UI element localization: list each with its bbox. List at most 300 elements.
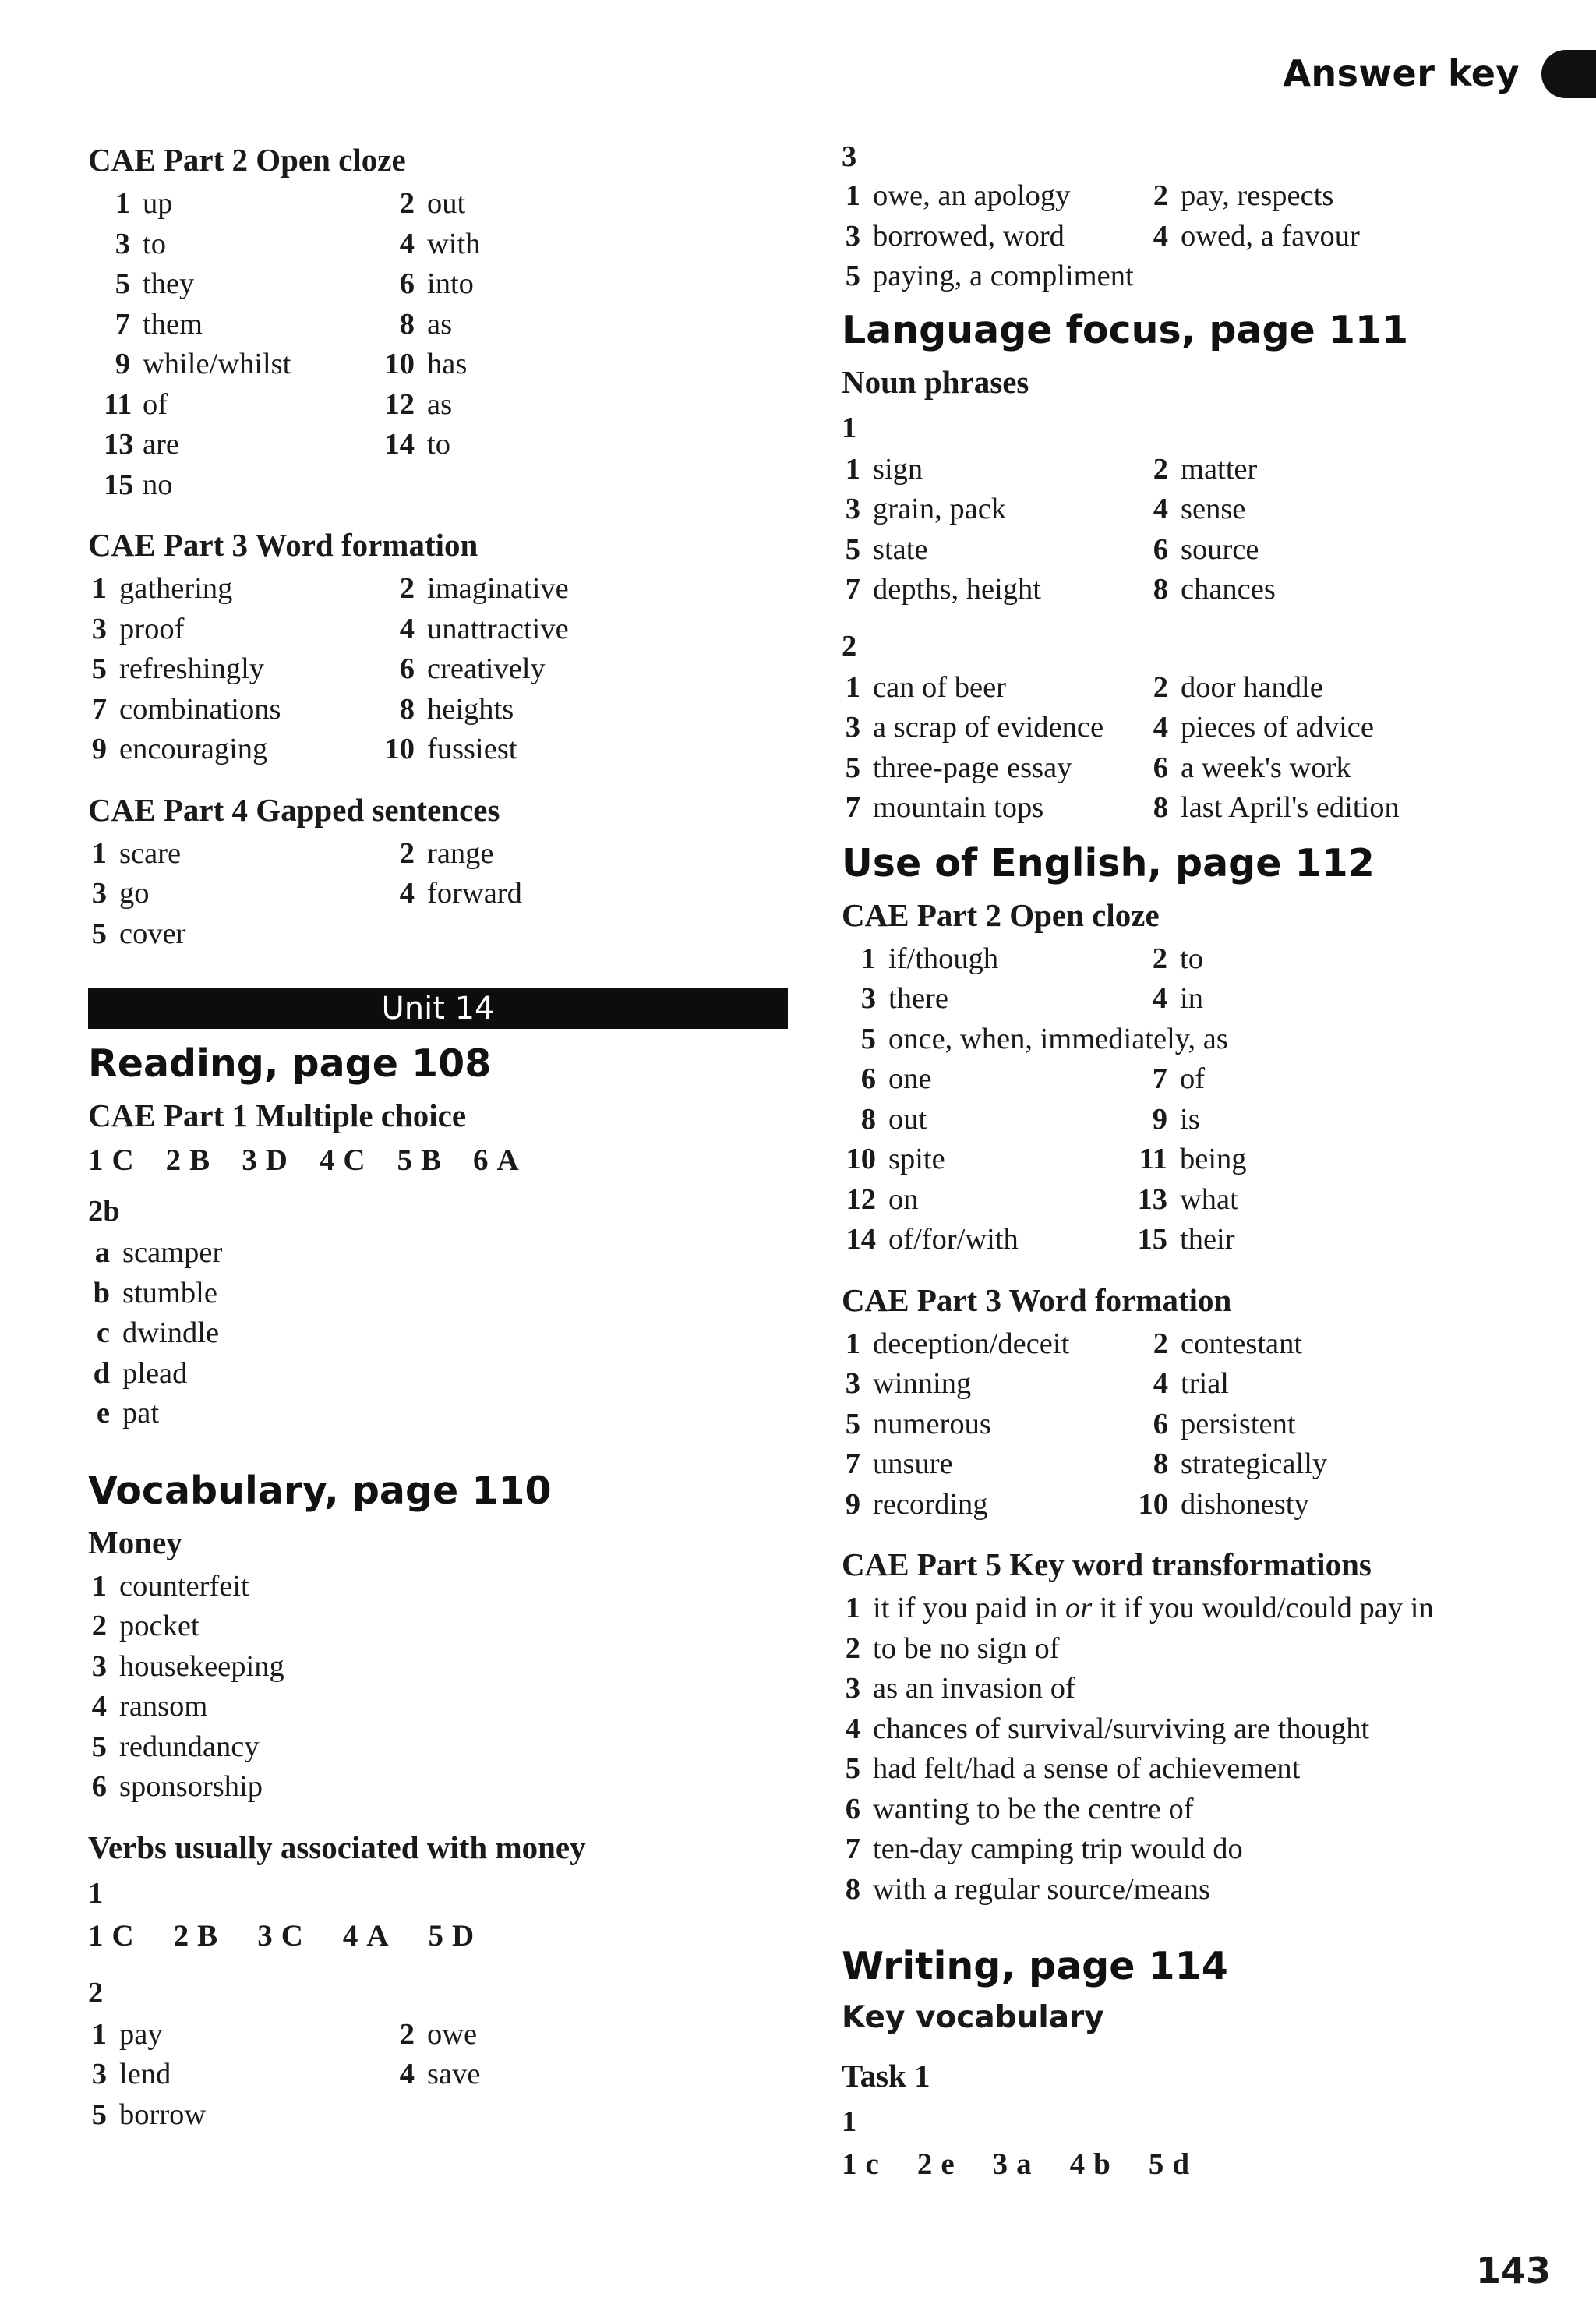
- inline-answer-value: B: [421, 1143, 443, 1178]
- answer-row: [88, 2055, 789, 2095]
- item-text: depths, height: [873, 573, 1041, 606]
- answer-row: [842, 530, 1566, 571]
- answer-cell: [842, 1180, 1133, 1221]
- answer-row: [88, 425, 789, 465]
- item-text: of: [1180, 1062, 1206, 1095]
- left-column: [88, 137, 789, 2135]
- item-number: 8: [1153, 791, 1168, 824]
- list-item: [842, 1629, 1566, 1670]
- item-text: if/though: [888, 942, 999, 975]
- item-number: e: [96, 1397, 110, 1430]
- inline-answer-number: 5: [1148, 2147, 1165, 2182]
- answer-cell: [1149, 217, 1360, 257]
- item-text: fussiest: [427, 733, 517, 765]
- answer-cell: [842, 1324, 1134, 1365]
- item-text: to: [1180, 942, 1203, 975]
- answer-row: [88, 2015, 789, 2055]
- answer-cell: [1134, 1405, 1296, 1445]
- item-number: 10: [1138, 1487, 1168, 1521]
- answer-cell: [104, 224, 380, 265]
- answer-row: [842, 217, 1566, 257]
- answer-cell: [380, 305, 452, 345]
- answer-row: [88, 2095, 789, 2136]
- answer-list: [842, 1629, 1566, 1910]
- item-text: what: [1180, 1182, 1238, 1216]
- item-number: 5: [845, 532, 860, 566]
- answer-cell: [1134, 1485, 1309, 1525]
- answer-cell: [88, 874, 380, 914]
- item-number: 1: [91, 836, 107, 870]
- item-number: 3: [845, 1672, 860, 1705]
- item-text: one: [888, 1062, 932, 1095]
- list-item: [842, 1829, 1566, 1870]
- item-text: out: [888, 1102, 927, 1136]
- item-number: 4: [1152, 982, 1167, 1015]
- page-header: [1283, 47, 1596, 101]
- item-text: pieces of advice: [1181, 711, 1374, 744]
- item-text: pocket: [119, 1610, 200, 1642]
- answer-cell: [380, 224, 480, 265]
- item-text: sponsorship: [119, 1770, 263, 1803]
- inline-answer-number: 3: [992, 2147, 1009, 2182]
- inline-answer: [88, 1916, 135, 1956]
- list-item: [842, 1709, 1566, 1750]
- item-number: 2: [399, 187, 415, 220]
- item-text: up: [143, 187, 173, 220]
- answer-cell: [380, 385, 452, 426]
- inline-answer-value: A: [366, 1918, 390, 1953]
- answer-cell: [380, 690, 514, 730]
- answer-cell: [104, 385, 380, 426]
- answer-row: [842, 1405, 1566, 1445]
- item-number: 5: [91, 652, 107, 685]
- answer-cell: [842, 1059, 1133, 1100]
- item-number: 7: [845, 1447, 860, 1480]
- item-number: 8: [1153, 1447, 1168, 1480]
- item-number: 6: [91, 1770, 107, 1803]
- inline-answer: [88, 1140, 135, 1181]
- item-text: creatively: [427, 652, 546, 685]
- item-text: cover: [119, 917, 186, 950]
- answer-row: [88, 465, 789, 506]
- answer-cell: [88, 2095, 206, 2136]
- answer-row: [842, 450, 1566, 490]
- item-number: 8: [860, 1102, 876, 1136]
- section-heading: CAE Part 1 Multiple choice: [88, 1097, 467, 1133]
- letter-list: [88, 1233, 789, 1434]
- item-text: counterfeit: [119, 1569, 249, 1603]
- item-text: borrowed, word: [873, 219, 1065, 253]
- section-heading: CAE Part 3 Word formation: [88, 527, 478, 563]
- item-text: of/for/with: [888, 1223, 1019, 1256]
- item-text: as: [427, 387, 453, 421]
- inline-answer-value: A: [496, 1143, 520, 1178]
- answer-row: [88, 345, 789, 385]
- item-number: 15: [104, 468, 134, 501]
- item-number: 3: [845, 493, 860, 525]
- answer-grid: [88, 2015, 789, 2136]
- item-number: 5: [845, 751, 860, 784]
- answer-cell: [380, 425, 450, 465]
- item-text: with a regular source/means: [873, 1872, 1210, 1906]
- answer-list: [88, 1567, 789, 1808]
- item-number: 1: [845, 452, 860, 486]
- section-title: Reading, page 108: [88, 1041, 492, 1086]
- list-item: [88, 1606, 789, 1647]
- answer-cell: [842, 256, 1134, 297]
- item-text: no: [143, 468, 173, 501]
- answer-row: [842, 489, 1566, 530]
- answer-cell: [842, 489, 1149, 530]
- item-text: plead: [122, 1356, 188, 1390]
- inline-answer-number: 1: [88, 1143, 104, 1178]
- item-number: 2: [399, 572, 415, 605]
- inline-answer: [1070, 2144, 1111, 2185]
- item-text: dishonesty: [1181, 1487, 1309, 1521]
- item-number: 4: [845, 1712, 860, 1745]
- answer-row: [842, 939, 1566, 980]
- item-number: 4: [399, 227, 415, 260]
- item-text: as: [427, 307, 453, 341]
- answer-row: [88, 264, 789, 305]
- item-number: 3: [91, 2058, 107, 2091]
- answer-cell: [380, 264, 474, 305]
- unit-bar: Unit 14: [88, 988, 788, 1029]
- item-number: 2: [1152, 942, 1167, 975]
- item-number: c: [96, 1317, 110, 1349]
- inline-answer: [1149, 2144, 1190, 2185]
- item-text: chances: [1181, 573, 1276, 606]
- answer-cell: [104, 305, 380, 345]
- section-heading: Verbs usually associated with money: [88, 1829, 586, 1865]
- item-text: gathering: [119, 572, 233, 605]
- item-number: 1: [845, 179, 860, 212]
- answer-cell: [380, 730, 517, 770]
- item-text: owed, a favour: [1181, 219, 1360, 253]
- answer-cell: [1133, 1220, 1235, 1260]
- item-text: into: [427, 267, 474, 300]
- inline-answer-value: D: [452, 1918, 475, 1953]
- answer-cell: [1149, 708, 1374, 748]
- item-number: 9: [115, 348, 130, 380]
- answer-row: [842, 1140, 1566, 1180]
- inline-answer-value: c: [865, 2147, 880, 2182]
- inline-answer-number: 3: [257, 1918, 274, 1953]
- list-item: [842, 1749, 1566, 1790]
- item-text: sense: [1181, 493, 1246, 525]
- item-text: unattractive: [427, 612, 569, 645]
- answer-cell: [104, 184, 380, 224]
- inline-answer: [397, 1140, 443, 1181]
- item-text: borrow: [119, 2098, 207, 2131]
- inline-answer: [242, 1140, 288, 1181]
- item-text: encouraging: [119, 733, 268, 765]
- answer-row: [88, 305, 789, 345]
- answer-row: [842, 979, 1566, 1020]
- item-text: to be no sign of: [873, 1631, 1060, 1665]
- answer-cell: [1149, 450, 1257, 490]
- answer-row: [88, 690, 789, 730]
- answer-cell: [104, 465, 173, 506]
- answer-cell: [842, 1485, 1134, 1525]
- item-text: door handle: [1181, 670, 1323, 704]
- item-text: forward: [427, 877, 522, 910]
- inline-answer-value: b: [1093, 2147, 1111, 2182]
- item-number: 4: [399, 877, 415, 910]
- section-title: Writing, page 114: [842, 1944, 1228, 1988]
- item-number: 4: [91, 1690, 107, 1723]
- item-number: 5: [91, 1730, 107, 1763]
- inline-answer-value: C: [111, 1143, 135, 1178]
- exercise-label: 1: [842, 2105, 857, 2138]
- inline-answer-value: e: [941, 2147, 955, 2182]
- answer-cell: [842, 570, 1149, 610]
- inline-answer-number: 4: [1069, 2147, 1086, 2182]
- item-text: redundancy: [119, 1730, 260, 1763]
- item-text: there: [888, 982, 948, 1015]
- item-text: mountain tops: [873, 791, 1044, 824]
- item-number: 4: [1153, 219, 1168, 253]
- answer-cell: [842, 708, 1149, 748]
- answer-cell: [842, 1140, 1133, 1180]
- inline-answer: [842, 2144, 880, 2185]
- list-item: [88, 1313, 789, 1354]
- item-number: a: [94, 1236, 110, 1269]
- section-heading: Money: [88, 1524, 182, 1560]
- item-number: 1: [91, 572, 107, 605]
- item-text: a week's work: [1181, 751, 1351, 784]
- answer-cell: [1133, 979, 1203, 1020]
- item-number: 9: [91, 733, 107, 765]
- item-text: chances of survival/surviving are thought: [873, 1712, 1370, 1745]
- item-number: 4: [1153, 1367, 1168, 1400]
- item-number: 3: [845, 219, 860, 253]
- inline-answer: [257, 1916, 304, 1956]
- answer-cell: [396, 2055, 480, 2095]
- answer-cell: [842, 176, 1149, 217]
- answer-row: [842, 1364, 1566, 1405]
- section-heading: CAE Part 2 Open cloze: [842, 896, 1160, 933]
- answer-cell: [1149, 530, 1259, 571]
- section-heading: Noun phrases: [842, 363, 1029, 400]
- item-number: 6: [845, 1792, 860, 1825]
- answer-grid: [842, 668, 1566, 829]
- item-number: 1: [845, 1592, 860, 1624]
- item-number: 6: [1153, 532, 1168, 566]
- answer-row: [88, 874, 789, 914]
- item-text: range: [427, 836, 494, 870]
- answer-row: [842, 1020, 1566, 1060]
- answer-row: [842, 708, 1566, 748]
- item-number: 7: [845, 573, 860, 606]
- item-text: imaginative: [427, 572, 569, 605]
- answer-row: [842, 1180, 1566, 1221]
- answer-cell: [842, 530, 1149, 571]
- item-text: grain, pack: [873, 493, 1007, 525]
- answer-row: [88, 914, 789, 955]
- section-title: Use of English, page 112: [842, 840, 1375, 885]
- item-number: 10: [846, 1143, 876, 1175]
- section-heading: CAE Part 5 Key word transformations: [842, 1546, 1372, 1582]
- item-text: owe, an apology: [873, 179, 1071, 212]
- item-number: 3: [115, 227, 130, 260]
- item-number: 3: [845, 1367, 860, 1400]
- answer-cell: [380, 610, 569, 650]
- item-text: scamper: [122, 1236, 223, 1269]
- inline-answer-number: 5: [428, 1918, 445, 1953]
- answer-cell: [1133, 939, 1203, 980]
- section-heading: CAE Part 3 Word formation: [842, 1281, 1232, 1318]
- answer-cell: [88, 2015, 396, 2055]
- item-number: 5: [845, 260, 860, 292]
- item-text: go: [119, 877, 150, 910]
- item-number: 2: [399, 836, 415, 870]
- answer-cell: [1134, 1324, 1302, 1365]
- inline-answer: [917, 2144, 955, 2185]
- answer-cell: [1149, 788, 1400, 829]
- answer-cell: [380, 874, 522, 914]
- answer-cell: [88, 569, 380, 610]
- answer-cell: [88, 610, 380, 650]
- item-text: strategically: [1181, 1447, 1328, 1480]
- section-heading: Key vocabulary: [842, 2000, 1104, 2035]
- item-text: deception/deceit: [873, 1327, 1070, 1360]
- item-text: combinations: [119, 692, 281, 726]
- item-number: 8: [845, 1872, 860, 1906]
- exercise-label: 2: [842, 629, 857, 663]
- list-item: [842, 1790, 1566, 1830]
- item-text: winning: [873, 1367, 972, 1400]
- item-number: 6: [1153, 1407, 1168, 1440]
- answer-cell: [842, 217, 1149, 257]
- item-text: state: [873, 532, 928, 566]
- exercise-label: 2b: [88, 1195, 120, 1228]
- answer-cell: [88, 649, 380, 690]
- answer-cell: [88, 730, 380, 770]
- list-item: [88, 1274, 789, 1314]
- item-number: 1: [91, 1569, 107, 1603]
- item-number: 8: [399, 307, 415, 341]
- answer-row: [842, 748, 1566, 789]
- item-text: being: [1180, 1143, 1247, 1175]
- item-number: 10: [384, 348, 415, 380]
- answer-cell: [1133, 1180, 1238, 1221]
- answer-cell: [842, 748, 1149, 789]
- list-item: [88, 1687, 789, 1727]
- item-number: 1: [860, 942, 876, 975]
- item-number: 5: [860, 1022, 876, 1055]
- item-number: 7: [115, 307, 130, 341]
- list-item: [842, 1669, 1566, 1709]
- item-text: scare: [119, 836, 182, 870]
- inline-answer-number: 2: [165, 1143, 182, 1178]
- item-number: 2: [1153, 670, 1168, 704]
- item-text: contestant: [1181, 1327, 1303, 1360]
- item-number: 6: [1153, 751, 1168, 784]
- item-text: heights: [427, 692, 514, 726]
- inline-answer-value: d: [1172, 2147, 1191, 2182]
- answer-cell: [380, 649, 546, 690]
- item-text: refreshingly: [119, 652, 265, 685]
- header-title: Answer key: [1283, 52, 1520, 95]
- item-text: ten-day camping trip would do: [873, 1833, 1243, 1865]
- item-number: d: [93, 1356, 110, 1390]
- item-text: has: [427, 348, 468, 380]
- inline-answer-value: C: [343, 1143, 366, 1178]
- inline-answer: [166, 1140, 211, 1181]
- list-item: [88, 1233, 789, 1274]
- answer-row: [88, 649, 789, 690]
- inline-answer-value: a: [1016, 2147, 1033, 2182]
- inline-answer-value: D: [265, 1143, 288, 1178]
- item-number: 13: [104, 428, 134, 461]
- item-text: them: [143, 307, 203, 341]
- item-number: 7: [845, 1833, 860, 1865]
- item-text: lend: [119, 2058, 171, 2091]
- item-text: in: [1180, 982, 1203, 1015]
- answer-cell: [1149, 748, 1351, 789]
- item-number: 7: [1152, 1062, 1167, 1095]
- inline-answer-number: 1: [842, 2147, 858, 2182]
- item-number: 2: [91, 1610, 107, 1642]
- section-title: Vocabulary, page 110: [88, 1468, 552, 1513]
- answer-row: [842, 1324, 1566, 1365]
- inline-answer: [174, 1916, 219, 1956]
- answer-row: [88, 224, 789, 265]
- answer-cell: [380, 345, 467, 385]
- section-heading: CAE Part 2 Open cloze: [88, 142, 406, 178]
- item-number: 15: [1137, 1223, 1167, 1256]
- answer-cell: [88, 914, 186, 955]
- item-number: 11: [1139, 1143, 1167, 1175]
- item-text: owe: [427, 2017, 478, 2051]
- item-number: 3: [91, 1649, 107, 1683]
- answer-cell: [104, 264, 380, 305]
- inline-answer-number: 5: [397, 1143, 414, 1178]
- item-number: 5: [91, 917, 107, 950]
- answer-grid: [88, 569, 789, 770]
- answer-cell: [1149, 668, 1323, 709]
- item-number: 5: [845, 1407, 860, 1440]
- list-item: [842, 1870, 1566, 1910]
- answer-cell: [842, 1444, 1134, 1485]
- inline-answer-number: 2: [173, 1918, 190, 1953]
- item-number: 1: [845, 670, 860, 704]
- answer-cell: [842, 1364, 1134, 1405]
- answer-cell: [842, 788, 1149, 829]
- answer-grid: [842, 176, 1566, 297]
- answer-cell: [1133, 1140, 1247, 1180]
- item-text: are: [143, 428, 179, 461]
- item-number: 4: [399, 2058, 415, 2091]
- item-text: of: [143, 387, 168, 421]
- item-number: 3: [91, 612, 107, 645]
- inline-answer: [473, 1140, 520, 1181]
- inline-answer-value: C: [111, 1918, 135, 1953]
- answer-cell: [842, 1220, 1133, 1260]
- inline-answer: [343, 1916, 390, 1956]
- header-tab-marker: [1541, 50, 1596, 98]
- answer-cell: [1133, 1100, 1200, 1140]
- item-text: a scrap of evidence: [873, 711, 1104, 744]
- item-number: 2: [845, 1631, 860, 1665]
- exercise-label: 2: [88, 1976, 104, 2009]
- item-number: 12: [384, 387, 415, 421]
- answer-row: [842, 1485, 1566, 1525]
- inline-answer: [993, 2144, 1033, 2185]
- answer-row: [842, 1444, 1566, 1485]
- answer-row: [88, 385, 789, 426]
